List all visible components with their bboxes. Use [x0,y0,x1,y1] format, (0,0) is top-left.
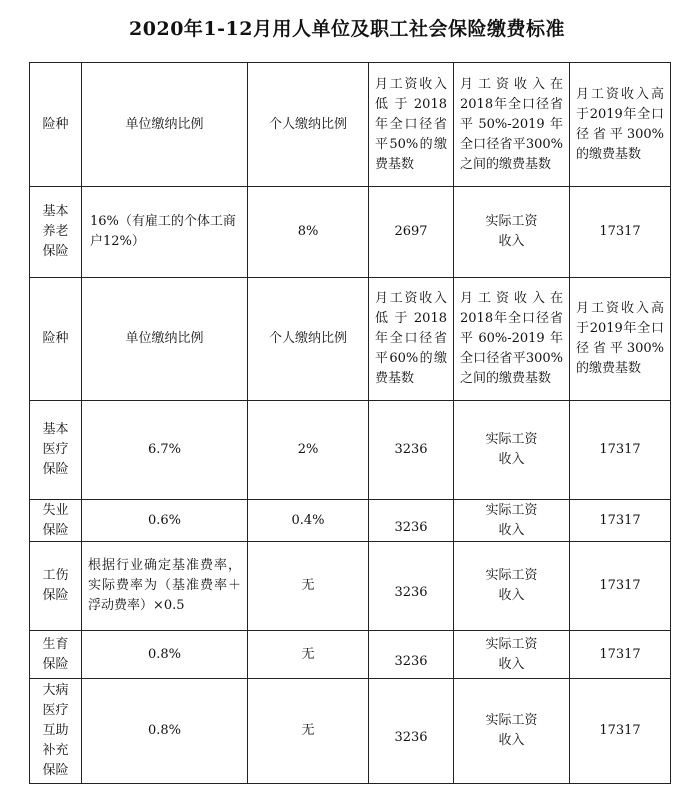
insurance-type-cell: 工伤保险 [30,542,82,631]
mid-base-cell: 实际工资收入 [454,631,570,679]
table-row [30,401,671,500]
low-base-cell: 3236 [369,631,454,679]
personal-rate-cell: 无 [248,542,369,631]
header-personal-rate: 个人缴纳比例 [248,63,369,187]
mid-base-cell: 实际工资收入 [454,187,570,278]
table-row [30,679,671,784]
insurance-type-cell: 失业保险 [30,500,82,542]
low-base-cell: 3236 [369,679,454,784]
header-low-base: 月工资收入低于2018年全口径省平50%的缴费基数 [369,63,454,187]
mid-base-cell: 实际工资收入 [454,542,570,631]
mid-base-cell: 实际工资收入 [454,500,570,542]
header-type: 险种 [30,278,82,401]
employer-rate-cell: 0.8% [82,679,248,784]
header-mid-base: 月工资收入在2018年全口径省平50%-2019年全口径省平300%之间的缴费基数 [454,63,570,187]
employer-rate-cell: 根据行业确定基准费率，实际费率为（基准费率＋浮动费率）×0.5 [82,542,248,631]
header-low-base: 月工资收入低于2018年全口径省平60%的缴费基数 [369,278,454,401]
header-personal-rate: 个人缴纳比例 [248,278,369,401]
insurance-type-cell: 大病医疗互助补充保险 [30,679,82,784]
employer-rate-cell: 0.8% [82,631,248,679]
personal-rate-cell: 2% [248,401,369,500]
personal-rate-cell: 无 [248,631,369,679]
low-base-cell: 3236 [369,500,454,542]
insurance-type-cell: 基本医疗保险 [30,401,82,500]
low-base-cell: 3236 [369,401,454,500]
page-title: 2020年1-12月用人单位及职工社会保险缴费标准 [129,18,565,40]
high-base-cell: 17317 [570,631,671,679]
header-employer-rate: 单位缴纳比例 [82,278,248,401]
high-base-cell: 17317 [570,542,671,631]
employer-rate-cell: 16%（有雇工的个体工商户12%） [82,187,248,278]
header-row [30,278,671,401]
header-employer-rate: 单位缴纳比例 [82,63,248,187]
high-base-cell: 17317 [570,500,671,542]
header-high-base: 月工资收入高于2019年全口径省平300%的缴费基数 [570,278,671,401]
employer-rate-cell: 6.7% [82,401,248,500]
insurance-type-cell: 生育保险 [30,631,82,679]
header-high-base: 月工资收入高于2019年全口径省平300%的缴费基数 [570,63,671,187]
table-row [30,187,671,278]
high-base-cell: 17317 [570,679,671,784]
header-mid-base: 月工资收入在2018年全口径省平60%-2019年全口径省平300%之间的缴费基数 [454,278,570,401]
personal-rate-cell: 8% [248,187,369,278]
table-row [30,500,671,542]
mid-base-cell: 实际工资收入 [454,679,570,784]
low-base-cell: 2697 [369,187,454,278]
insurance-type-cell: 基本养老保险 [30,187,82,278]
table-row [30,542,671,631]
personal-rate-cell: 无 [248,679,369,784]
high-base-cell: 17317 [570,401,671,500]
personal-rate-cell: 0.4% [248,500,369,542]
table-row [30,631,671,679]
mid-base-cell: 实际工资收入 [454,401,570,500]
employer-rate-cell: 0.6% [82,500,248,542]
contribution-table [29,62,671,784]
low-base-cell: 3236 [369,542,454,631]
high-base-cell: 17317 [570,187,671,278]
header-row [30,63,671,187]
header-type: 险种 [30,63,82,187]
